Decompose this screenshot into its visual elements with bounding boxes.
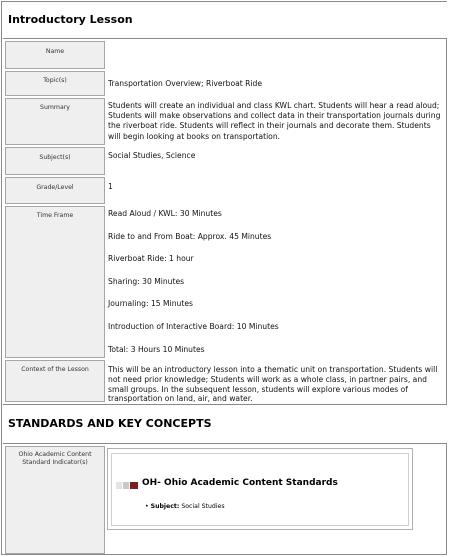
- name-label: Name: [5, 41, 105, 69]
- lesson-title: Introductory Lesson: [8, 13, 133, 26]
- row-topics: [3, 71, 447, 96]
- row-subjects: [3, 147, 447, 175]
- subjects-value: Social Studies, Science: [108, 151, 196, 160]
- standards-title: STANDARDS AND KEY CONCEPTS: [8, 417, 212, 430]
- time-frame-label: Time Frame: [5, 206, 105, 358]
- summary-value: Students will create an individual and class KWL chart. Students will hear a read aloud; Students will make observations and collect data in their transportation journals during the riverboat ride. Students will reflect in their journals and decorate them. Students will begin looking at books on transportation.: [108, 101, 441, 141]
- row-grade: [3, 177, 447, 204]
- time-frame-item: Journaling: 15 Minutes: [108, 299, 193, 308]
- time-frame-list: [108, 206, 443, 358]
- context-label: Context of the Lesson: [5, 360, 105, 402]
- lesson-plan-frame: [1, 1, 447, 555]
- topics-value: Transportation Overview; Riverboat Ride: [108, 79, 263, 88]
- context-value: This will be an introductory lesson into a thematic unit on transportation. Students will not need prior knowledge; Students will work as a whole class, in partner pairs, and small groups. In the subsequent lesson, students will explore various modes of transportation on land, air, and water.: [108, 365, 438, 404]
- standards-header: [3, 404, 447, 444]
- row-time-frame: [3, 206, 447, 358]
- time-frame-item: Ride to and From Boat: Approx. 45 Minutes: [108, 232, 272, 241]
- bullet-icon: •: [145, 503, 151, 510]
- row-context: [3, 360, 447, 402]
- grade-value: 1: [108, 182, 113, 191]
- standards-box-title: OH- Ohio Academic Content Standards: [142, 478, 338, 488]
- standards-subject: [145, 503, 225, 510]
- ohio-flag-icon: [116, 482, 138, 489]
- lesson-header: [3, 2, 447, 39]
- time-frame-item: Read Aloud / KWL: 30 Minutes: [108, 209, 222, 218]
- subject-label: Subject:: [150, 503, 180, 510]
- time-frame-item: Total: 3 Hours 10 Minutes: [108, 345, 205, 354]
- standards-label: Ohio Academic Content Standard Indicator(s): [5, 446, 105, 554]
- subjects-label: Subject(s): [5, 147, 105, 175]
- standards-inner-box: [111, 453, 409, 526]
- time-frame-item: Sharing: 30 Minutes: [108, 277, 185, 286]
- time-frame-item: Introduction of Interactive Board: 10 Minutes: [108, 322, 279, 331]
- standards-box: [107, 448, 413, 530]
- grade-label: Grade/Level: [5, 177, 105, 204]
- subject-value: Social Studies: [181, 503, 225, 510]
- summary-label: Summary: [5, 98, 105, 145]
- topics-label: Topic(s): [5, 71, 105, 96]
- row-name: [3, 41, 447, 69]
- row-summary: [3, 98, 447, 145]
- time-frame-item: Riverboat Ride: 1 hour: [108, 254, 194, 263]
